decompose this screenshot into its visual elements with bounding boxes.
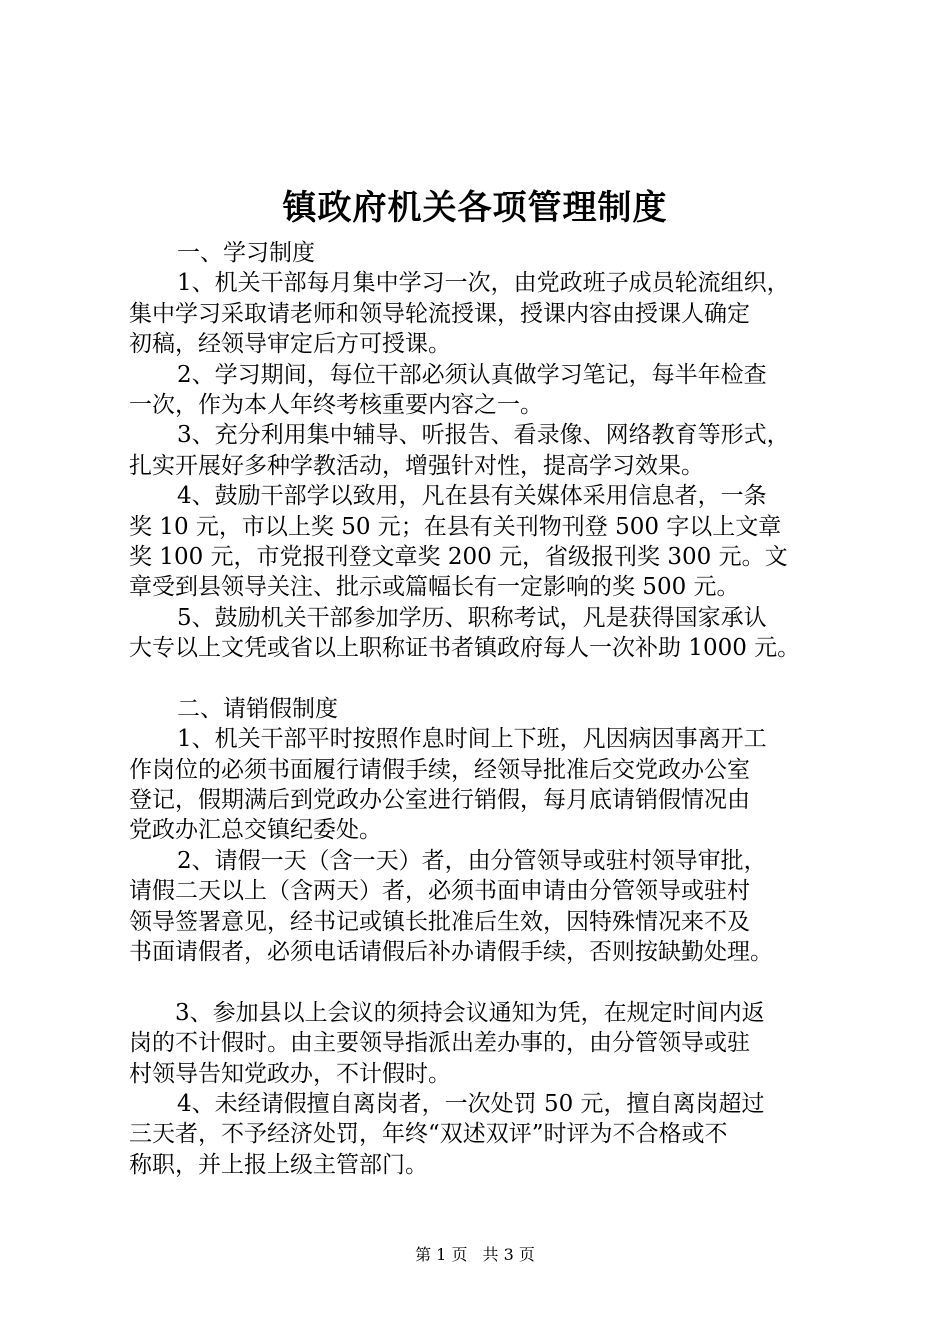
section-heading-leave: 二、请销假制度 — [177, 695, 338, 722]
paragraph-line: 领导签署意见，经书记或镇长批准后生效，因特殊情况来不及 — [129, 908, 750, 935]
paragraph-line: 2、请假一天（含一天）者，由分管领导或驻村领导审批， — [177, 847, 767, 874]
paragraph-line: 4、未经请假擅自离岗者，一次处罚 50 元，擅自离岗超过 — [177, 1090, 765, 1117]
section-heading-study: 一、学习制度 — [177, 240, 315, 266]
paragraph-line: 3、参加县以上会议的须持会议通知为凭，在规定时间内返 — [175, 999, 765, 1026]
paragraph-line: 4、鼓励干部学以致用，凡在县有关媒体采用信息者，一条 — [177, 483, 767, 510]
paragraph-line: 作岗位的必须书面履行请假手续，经领导批准后交党政办公室 — [129, 756, 750, 783]
page-number: 第 1 页 — [415, 1245, 468, 1264]
blank-line — [129, 967, 854, 997]
paragraph-line: 一次，作为本人年终考核重要内容之一。 — [129, 391, 543, 418]
paragraph-line: 2、学习期间，每位干部必须认真做学习笔记，每半年检查 — [177, 361, 767, 388]
paragraph-line: 1、机关干部每月集中学习一次，由党政班子成员轮流组织， — [177, 270, 790, 297]
paragraph-line: 奖 100 元，市党报刊登文章奖 200 元，省级报刊奖 300 元。文 — [129, 543, 788, 570]
paragraph-line: 扎实开展好多种学教活动，增强针对性，提高学习效果。 — [129, 452, 704, 479]
paragraph-line: 3、充分利用集中辅导、听报告、看录像、网络教育等形式， — [177, 422, 790, 449]
blank-line — [129, 663, 854, 693]
paragraph-line: 村领导告知党政办，不计假时。 — [129, 1060, 451, 1087]
document-title: 镇政府机关各项管理制度 — [282, 188, 668, 228]
paragraph-line: 书面请假者，必须电话请假后补办请假手续，否则按缺勤处理。 — [129, 938, 773, 965]
paragraph-line: 岗的不计假时。由主要领导指派出差办事的，由分管领导或驻 — [129, 1030, 750, 1057]
paragraph-line: 党政办汇总交镇纪委处。 — [129, 817, 382, 844]
paragraph-line: 5、鼓励机关干部参加学历、职称考试，凡是获得国家承认 — [177, 604, 767, 631]
paragraph-line: 章受到县领导关注、批示或篇幅长有一定影响的奖 500 元。 — [129, 574, 740, 601]
paragraph-line: 集中学习采取请老师和领导轮流授课，授课内容由授课人确定 — [129, 300, 750, 327]
paragraph-line: 大专以上文凭或省以上职称证书者镇政府每人一次补助 1000 元。 — [129, 635, 801, 662]
paragraph-line: 三天者，不予经济处罚，年终“双述双评”时评为不合格或不 — [129, 1121, 728, 1148]
page-total: 共 3 页 — [482, 1245, 535, 1264]
paragraph-line: 初稿，经领导审定后方可授课。 — [129, 331, 451, 358]
paragraph-line: 1、机关干部平时按照作息时间上下班，凡因病因事离开工 — [177, 726, 767, 753]
paragraph-line: 奖 10 元，市以上奖 50 元；在县有关刊物刊登 500 字以上文章 — [129, 513, 782, 540]
paragraph-line: 请假二天以上（含两天）者，必须书面申请由分管领导或驻村 — [129, 878, 750, 905]
document-body — [129, 238, 854, 1180]
paragraph-line: 登记，假期满后到党政办公室进行销假，每月底请销假情况由 — [129, 787, 750, 814]
paragraph-line: 称职，并上报上级主管部门。 — [129, 1151, 428, 1178]
page-footer — [0, 1243, 950, 1267]
